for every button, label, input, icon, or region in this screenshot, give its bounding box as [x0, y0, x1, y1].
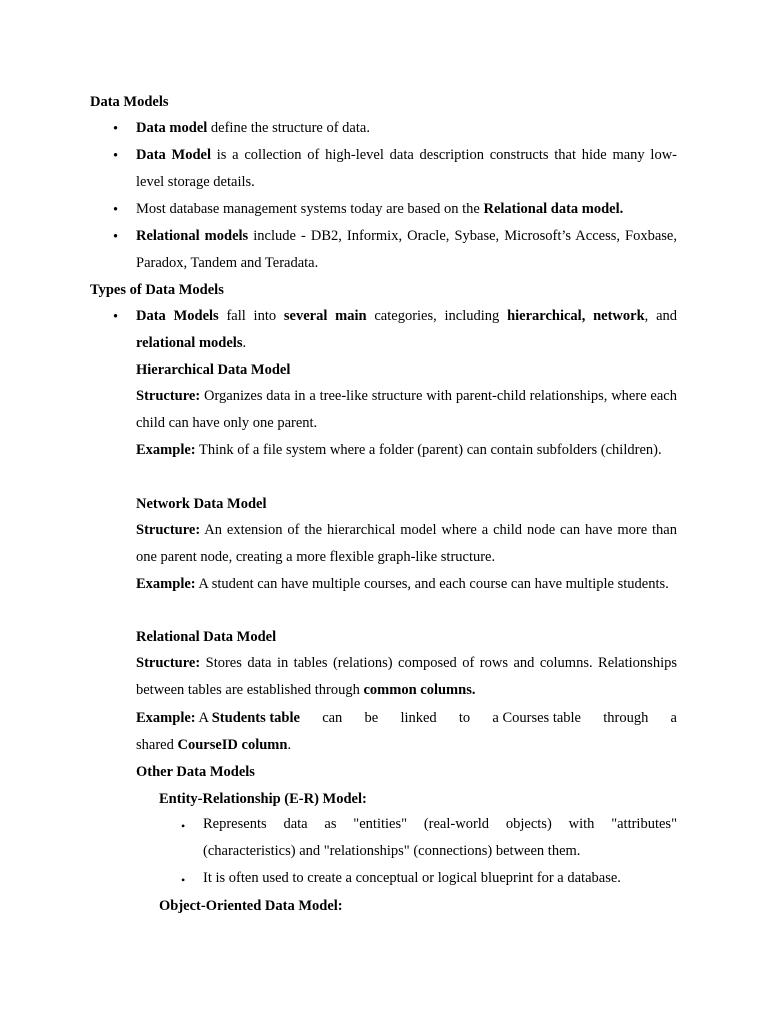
- bullet-text: define the structure of data.: [207, 120, 370, 136]
- heading-types-of-data-models: Types of Data Models: [90, 282, 224, 298]
- structure-text: Stores data in tables (relations) composed of rows and columns. Relationships between tables are established through: [136, 655, 677, 698]
- er-bullet-represents: Represents data as "entities" (real-world objects) with "attributes" (characteristics) and "relationships" (connections) between them.: [203, 816, 677, 859]
- bullet-marker: •: [181, 873, 186, 887]
- bullet-marker: •: [181, 819, 186, 833]
- relational-example-line2: [136, 736, 291, 754]
- example-label: Example:: [136, 442, 196, 458]
- text: fall into: [218, 308, 284, 324]
- network-example: [136, 571, 677, 598]
- bullet-text: Most database management systems today are based on the: [136, 201, 484, 217]
- bullet-bold-term: Relational data model.: [483, 201, 624, 217]
- bullet-bold-term: Relational models: [136, 228, 249, 244]
- bullet-marker: •: [113, 121, 119, 137]
- other-models-title: Other Data Models: [136, 764, 255, 780]
- oo-model-title: Object-Oriented Data Model:: [159, 898, 343, 914]
- er-model-title: Entity-Relationship (E-R) Model:: [159, 791, 367, 807]
- bold-term: Data Models: [136, 308, 219, 324]
- text: , and: [644, 308, 678, 324]
- relational-structure: [136, 650, 677, 704]
- text: .: [287, 737, 292, 753]
- word: can: [322, 710, 343, 726]
- word: through: [603, 710, 649, 726]
- text: .: [242, 335, 247, 351]
- bullet-bold-term: Data model: [136, 120, 208, 136]
- word: a Courses table: [492, 710, 581, 726]
- bold-term: hierarchical, network: [507, 308, 645, 324]
- heading-data-models: Data Models: [90, 94, 169, 110]
- text: shared: [136, 737, 178, 753]
- bold-term: relational models: [136, 335, 243, 351]
- er-bullet-blueprint: It is often used to create a conceptual or logical blueprint for a database.: [203, 870, 621, 886]
- bullet-text: include - DB2, Informix, Oracle, Sybase, Microsoft’s Access, Foxbase, Paradox, Tandem and Teradata.: [136, 228, 677, 271]
- hierarchical-structure: [136, 383, 677, 437]
- bullet-marker: •: [113, 229, 119, 245]
- hierarchical-title: Hierarchical Data Model: [136, 362, 291, 378]
- bullet-marker: •: [113, 202, 119, 218]
- relational-example-line1: [136, 709, 677, 727]
- bullet-marker: •: [113, 148, 119, 164]
- bold-term: Students table: [211, 710, 300, 726]
- structure-label: Structure:: [136, 655, 201, 671]
- example-label: Example:: [136, 576, 196, 592]
- word: a: [670, 710, 677, 726]
- bullet-data-model-collection: [136, 142, 677, 196]
- example-lead: [136, 709, 300, 727]
- bullet-text: is a collection of high-level data description constructs that hide many low-level storage details.: [136, 147, 678, 190]
- bold-term: several main: [283, 308, 367, 324]
- bullet-bold-term: Data Model: [136, 147, 212, 163]
- structure-label: Structure:: [136, 522, 201, 538]
- example-text: Think of a file system where a folder (parent) can contain subfolders (children).: [195, 442, 662, 458]
- relational-title: Relational Data Model: [136, 629, 277, 645]
- bullet-relational-models: [136, 223, 677, 277]
- bullet-data-model-categories: [136, 303, 677, 357]
- bullet-data-model: [136, 115, 677, 142]
- word: to: [458, 710, 471, 726]
- bullet-marker: •: [113, 309, 119, 325]
- network-title: Network Data Model: [136, 496, 267, 512]
- text: A: [198, 710, 212, 726]
- example-text: A student can have multiple courses, and each course can have multiple students.: [195, 576, 669, 592]
- text: categories, including: [366, 308, 508, 324]
- word: be: [364, 710, 379, 726]
- network-structure: [136, 517, 677, 571]
- word: linked: [400, 710, 437, 726]
- structure-label: Structure:: [136, 388, 201, 404]
- structure-text: Organizes data in a tree-like structure with parent-child relationships, where each child can have only one parent.: [136, 388, 677, 431]
- structure-bold-term: common columns.: [363, 682, 476, 698]
- hierarchical-example: [136, 437, 677, 464]
- bullet-relational-dbms: [136, 196, 677, 223]
- bold-term: CourseID column: [177, 737, 288, 753]
- structure-text: An extension of the hierarchical model where a child node can have more than one parent node, creating a more flexible graph-like structure.: [136, 522, 677, 565]
- example-label: Example:: [136, 710, 196, 726]
